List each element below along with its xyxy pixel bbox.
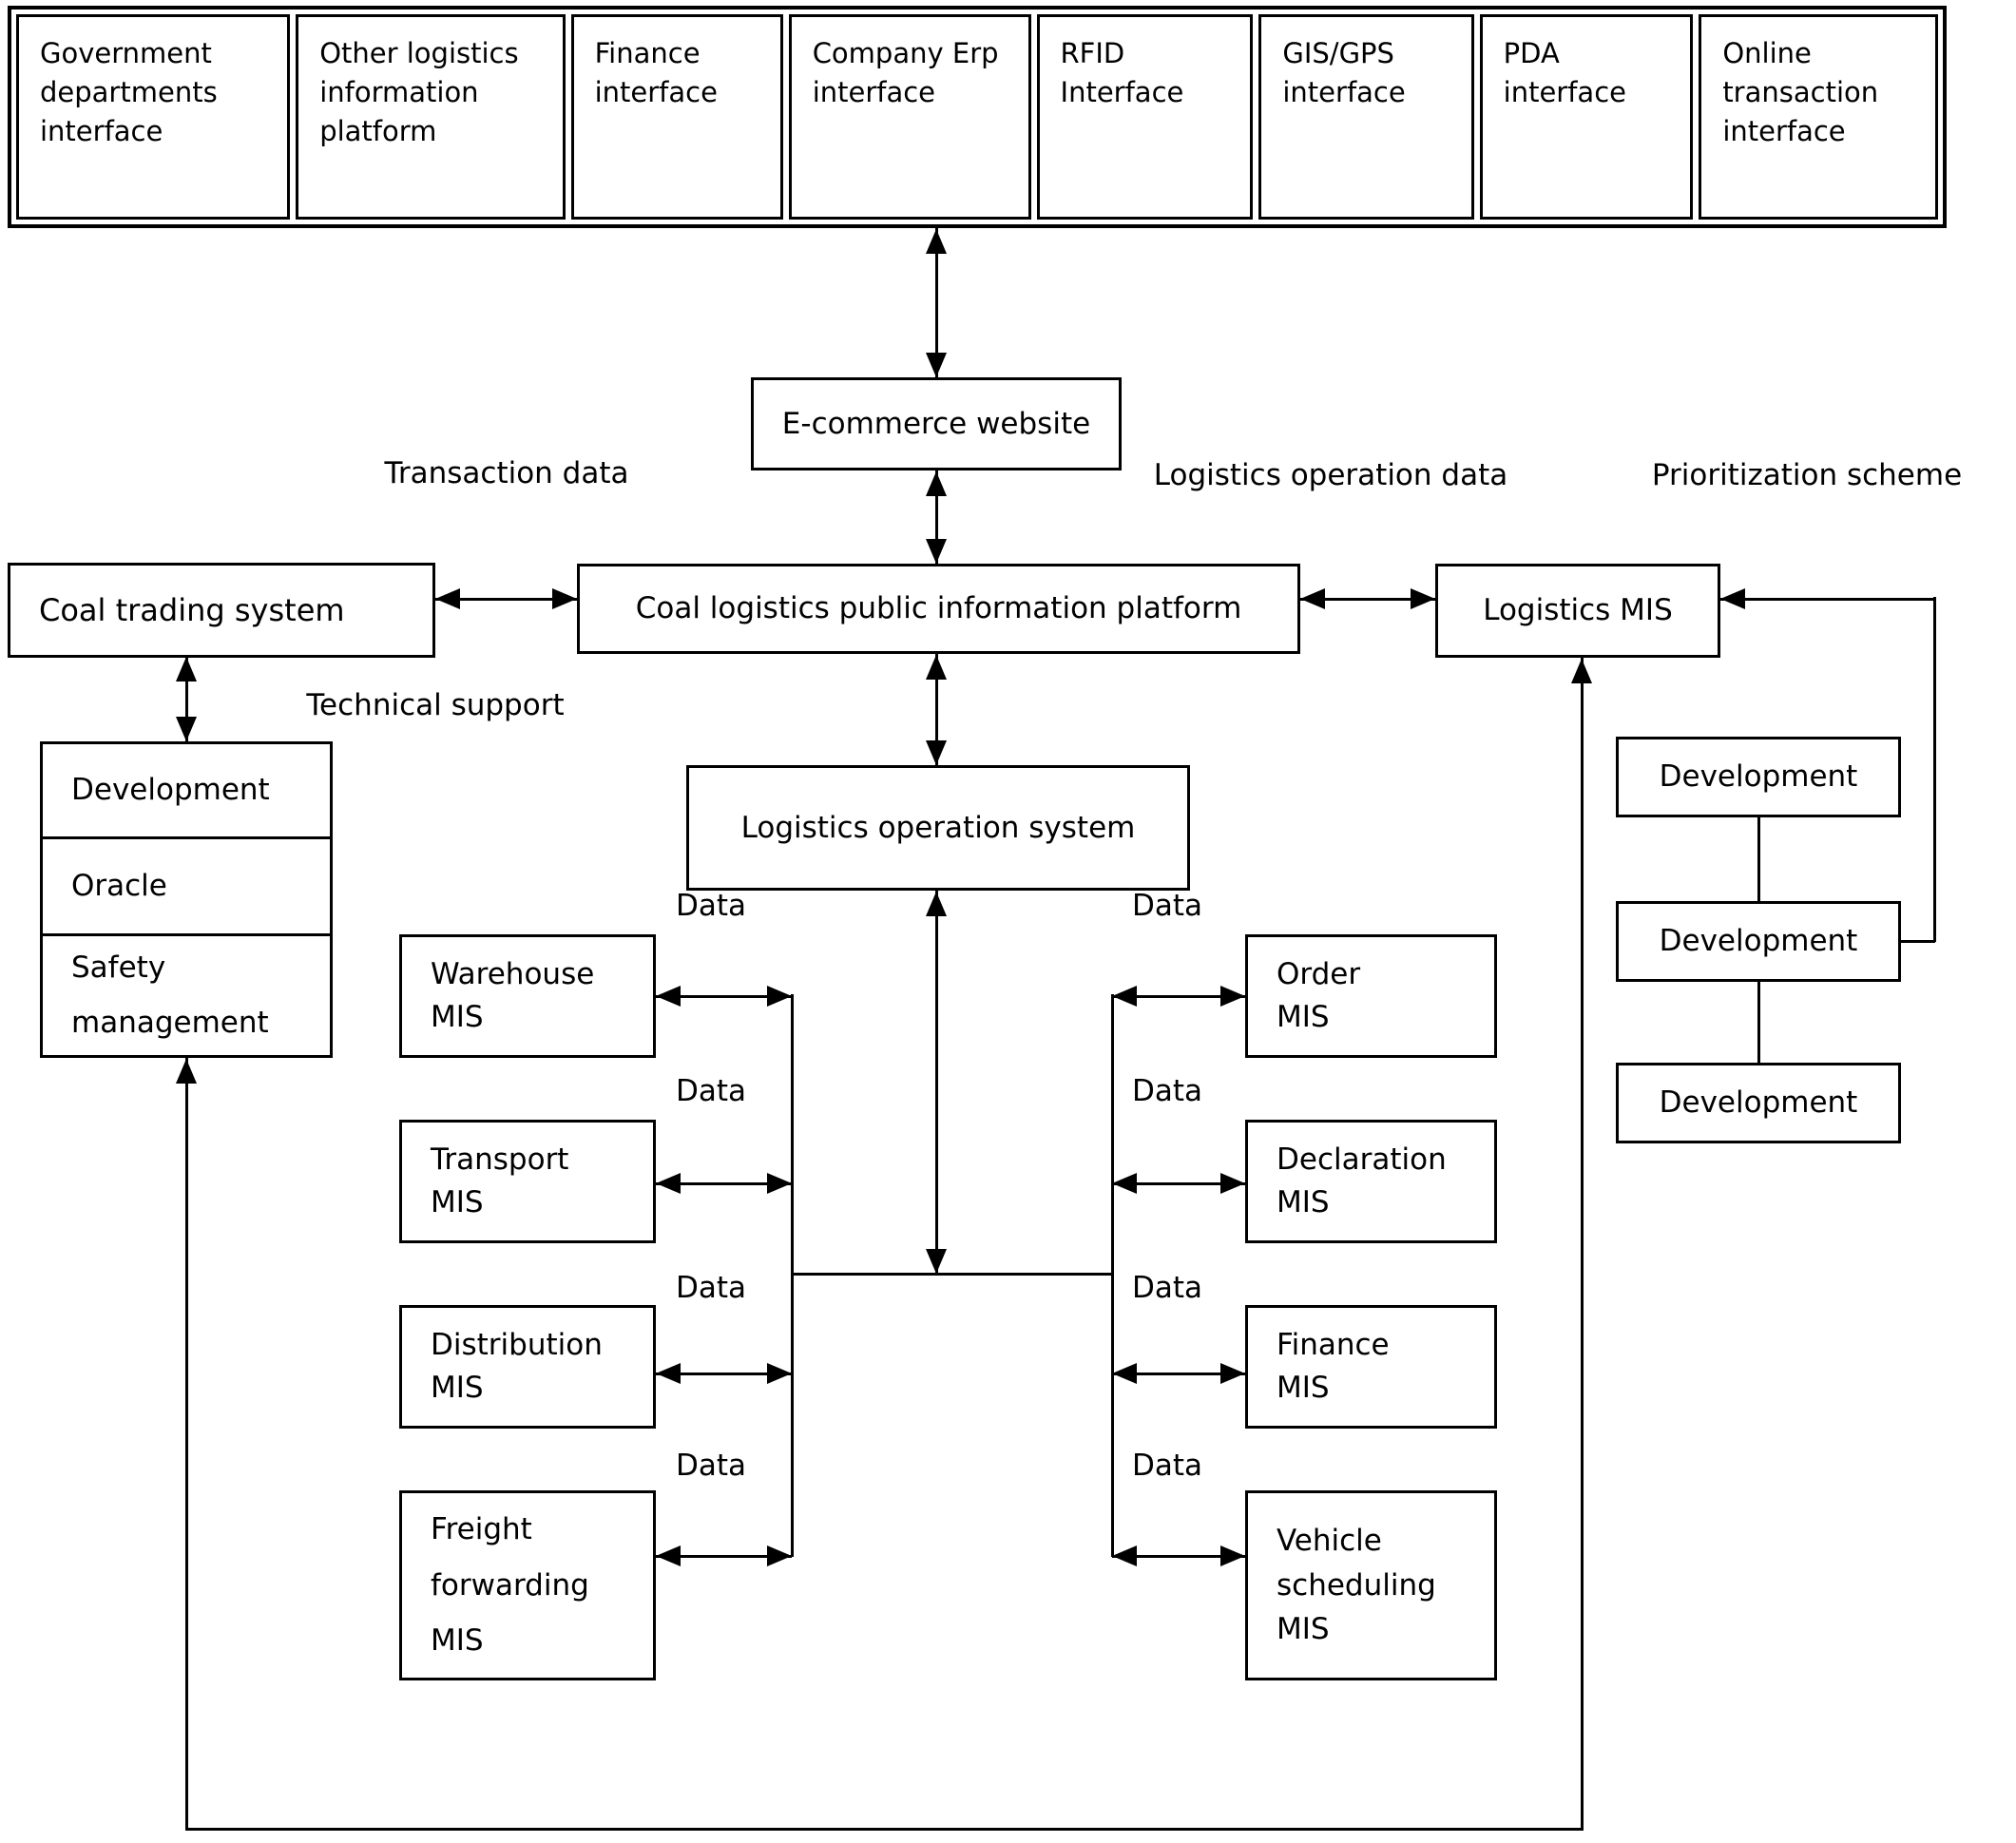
transport-line: Transport bbox=[431, 1142, 569, 1178]
ecommerce-website-box bbox=[751, 377, 1122, 470]
stack-development-label: Development bbox=[71, 773, 270, 808]
coal-logistics-platform-box bbox=[577, 564, 1300, 654]
development-box-1 bbox=[1616, 737, 1901, 817]
finance-mis-label bbox=[1277, 1324, 1390, 1410]
edge-prioritization-horizontal bbox=[1720, 598, 1935, 601]
edge-development1-development2 bbox=[1757, 817, 1760, 901]
transport-mis-label bbox=[431, 1139, 568, 1224]
arrowhead-bus-freight bbox=[767, 1545, 792, 1566]
development-2-label: Development bbox=[1659, 924, 1858, 959]
arrowhead-down-databus bbox=[926, 1249, 947, 1274]
transport-mis-line: MIS bbox=[431, 1185, 484, 1219]
development-3-label: Development bbox=[1659, 1085, 1858, 1121]
vehicle-scheduling-mis-label bbox=[1277, 1519, 1436, 1652]
distribution-line: Distribution bbox=[431, 1328, 603, 1363]
arrowhead-left-platform-right bbox=[1300, 588, 1325, 609]
edge-feedback-bottom-horizontal bbox=[185, 1828, 1584, 1831]
arrowhead-up-interfaces bbox=[926, 229, 947, 254]
interface-box-pda: PDA interface bbox=[1480, 14, 1694, 220]
arrowhead-bus-transport bbox=[767, 1173, 792, 1194]
declaration-mis-box bbox=[1245, 1120, 1497, 1243]
edge-feedback-right-vertical bbox=[1581, 658, 1584, 1831]
coal-logistics-platform-label: Coal logistics public information platform bbox=[635, 591, 1242, 626]
scheduling-line: scheduling bbox=[1277, 1567, 1436, 1603]
finance-mis-line: MIS bbox=[1277, 1371, 1330, 1405]
ecommerce-website-label: E-commerce website bbox=[781, 406, 1091, 441]
stack-management-line: management bbox=[71, 1005, 269, 1040]
data-label-left-3: Data bbox=[675, 1271, 747, 1305]
prioritization-scheme-label: Prioritization scheme bbox=[1651, 458, 1963, 492]
arrowhead-left-coaltrading bbox=[435, 588, 460, 609]
warehouse-mis-label bbox=[431, 953, 594, 1039]
arrowhead-bus-order bbox=[1112, 986, 1137, 1007]
arrowhead-bus-vehicle bbox=[1112, 1545, 1137, 1566]
coal-trading-system-label: Coal trading system bbox=[39, 591, 345, 628]
stack-development-box bbox=[40, 741, 333, 839]
arrowhead-declaration bbox=[1220, 1173, 1245, 1194]
logistics-operation-system-label: Logistics operation system bbox=[740, 810, 1136, 845]
arrowhead-down-platform-top bbox=[926, 539, 947, 564]
interface-box-government: Government departments interface bbox=[16, 14, 290, 220]
vehicle-scheduling-mis-box bbox=[1245, 1490, 1497, 1680]
declaration-mis-line: MIS bbox=[1277, 1185, 1330, 1219]
top-interfaces-container bbox=[8, 6, 1947, 228]
finance-mis-box bbox=[1245, 1305, 1497, 1429]
arrowhead-distribution bbox=[656, 1363, 681, 1384]
order-mis-label bbox=[1277, 953, 1360, 1039]
interface-box-finance: Finance interface bbox=[571, 14, 783, 220]
stack-oracle-label: Oracle bbox=[71, 869, 167, 904]
forwarding-line: forwarding bbox=[431, 1567, 589, 1603]
data-bus-right bbox=[1111, 994, 1114, 1557]
declaration-line: Declaration bbox=[1277, 1142, 1447, 1178]
interface-box-online-transaction: Online transaction interface bbox=[1699, 14, 1938, 220]
warehouse-line: Warehouse bbox=[431, 957, 595, 992]
arrowhead-up-opsystem-bottom bbox=[926, 892, 947, 916]
logistics-operation-data-label: Logistics operation data bbox=[1153, 458, 1508, 492]
arrowhead-vehicle bbox=[1220, 1545, 1245, 1566]
arrowhead-transport bbox=[656, 1173, 681, 1194]
edge-opsystem-databus bbox=[935, 891, 938, 1274]
vehicle-line: Vehicle bbox=[1277, 1524, 1382, 1559]
transaction-data-label: Transaction data bbox=[384, 456, 629, 490]
distribution-mis-line: MIS bbox=[431, 1371, 484, 1405]
arrowhead-up-safety-management bbox=[176, 1059, 197, 1084]
arrowhead-freight bbox=[656, 1545, 681, 1566]
edge-prioritization-to-development2 bbox=[1901, 940, 1935, 943]
stack-oracle-box bbox=[40, 836, 333, 936]
freight-forwarding-mis-box bbox=[399, 1490, 656, 1680]
warehouse-mis-line: MIS bbox=[431, 1000, 484, 1034]
order-line: Order bbox=[1277, 957, 1361, 992]
edge-development2-development3 bbox=[1757, 982, 1760, 1063]
arrowhead-finance bbox=[1220, 1363, 1245, 1384]
arrowhead-warehouse bbox=[656, 986, 681, 1007]
data-label-right-3: Data bbox=[1131, 1271, 1203, 1305]
freight-line: Freight bbox=[431, 1511, 532, 1546]
arrowhead-bus-warehouse bbox=[767, 986, 792, 1007]
freight-forwarding-mis-label bbox=[431, 1502, 589, 1670]
arrowhead-up-platform-bottom bbox=[926, 655, 947, 680]
stack-safety-line: Safety bbox=[71, 950, 166, 986]
order-mis-line: MIS bbox=[1277, 1000, 1330, 1034]
order-mis-box bbox=[1245, 934, 1497, 1058]
warehouse-mis-box bbox=[399, 934, 656, 1058]
arrowhead-bus-declaration bbox=[1112, 1173, 1137, 1194]
data-bus-left bbox=[791, 994, 794, 1557]
edge-prioritization-vertical bbox=[1933, 597, 1936, 942]
edge-feedback-left-vertical bbox=[185, 1058, 188, 1831]
transport-mis-box bbox=[399, 1120, 656, 1243]
arrowhead-bus-finance bbox=[1112, 1363, 1137, 1384]
arrowhead-right-logisticsmis-left bbox=[1411, 588, 1435, 609]
coal-trading-system-box bbox=[8, 563, 435, 658]
arrowhead-up-ecommerce-bottom bbox=[926, 471, 947, 496]
technical-support-label: Technical support bbox=[306, 688, 565, 722]
arrowhead-up-logistics-mis-bottom bbox=[1571, 659, 1592, 683]
development-1-label: Development bbox=[1659, 759, 1858, 795]
arrowhead-down-stack-top bbox=[176, 717, 197, 741]
data-label-left-1: Data bbox=[675, 889, 747, 923]
freight-mis-line: MIS bbox=[431, 1623, 484, 1659]
logistics-operation-system-box bbox=[686, 765, 1190, 891]
data-label-right-2: Data bbox=[1131, 1074, 1203, 1108]
stack-safety-management-box bbox=[40, 933, 333, 1058]
finance-line: Finance bbox=[1277, 1328, 1390, 1363]
data-bus-cross-connector bbox=[791, 1273, 1114, 1276]
arrowhead-right-platform-left bbox=[552, 588, 577, 609]
data-label-right-1: Data bbox=[1131, 889, 1203, 923]
data-label-left-2: Data bbox=[675, 1074, 747, 1108]
data-label-right-4: Data bbox=[1131, 1449, 1203, 1483]
data-label-left-4: Data bbox=[675, 1449, 747, 1483]
development-box-2 bbox=[1616, 901, 1901, 982]
arrowhead-up-coaltrading-bottom bbox=[176, 657, 197, 682]
arrowhead-down-opsystem-top bbox=[926, 740, 947, 765]
distribution-mis-box bbox=[399, 1305, 656, 1429]
stack-safety-management-label bbox=[71, 941, 269, 1050]
logistics-mis-label: Logistics MIS bbox=[1483, 593, 1673, 628]
interface-box-company-erp: Company Erp interface bbox=[789, 14, 1031, 220]
arrowhead-order bbox=[1220, 986, 1245, 1007]
declaration-mis-label bbox=[1277, 1139, 1447, 1224]
logistics-mis-box bbox=[1435, 564, 1720, 658]
distribution-mis-label bbox=[431, 1324, 603, 1410]
vehicle-mis-line: MIS bbox=[1277, 1612, 1330, 1647]
interface-box-rfid: RFID Interface bbox=[1037, 14, 1254, 220]
arrowhead-bus-distribution bbox=[767, 1363, 792, 1384]
development-box-3 bbox=[1616, 1063, 1901, 1143]
interface-box-gis-gps: GIS/GPS interface bbox=[1258, 14, 1473, 220]
arrowhead-down-ecommerce-top bbox=[926, 353, 947, 377]
interface-box-other-logistics: Other logistics information platform bbox=[296, 14, 565, 220]
arrowhead-left-logisticsmis-right bbox=[1720, 588, 1745, 609]
